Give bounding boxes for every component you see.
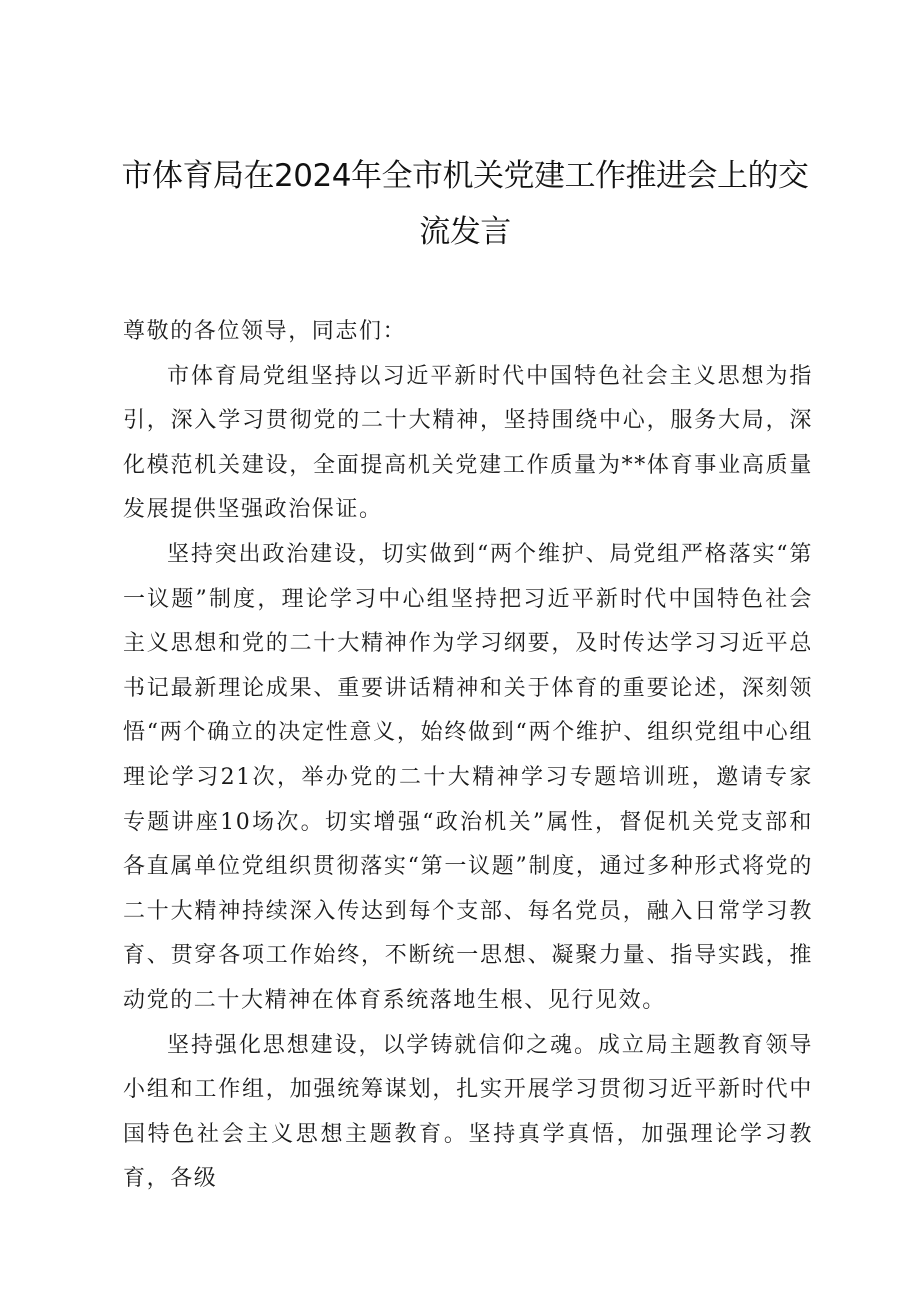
paragraph-ideological-building: 坚持强化思想建设，以学铸就信仰之魂。成立局主题教育领导小组和工作组，加强统筹谋划，扎实开展学习贯彻习近平新时代中国特色社会主义思想主题教育。坚持真学真悟，加强理论学习教育，各级 bbox=[123, 1032, 813, 1192]
document-title: 市体育局在2024年全市机关党建工作推进会上的交流发言 bbox=[121, 158, 809, 250]
paragraph-political-building: 坚持突出政治建设，切实做到“两个维护、局党组严格落实“第一议题”制度，理论学习中心组坚持把习近平新时代中国特色社会主义思想和党的二十大精神作为学习纲要，及时传达学习习近平总书记最新理论成果、重要讲话精神和关于体育的重要论述，深刻领悟“两个确立的决定性意义，始终做到“两个维护、组织党组中心组理论学习21次，举办党的二十大精神学习专题培训班，邀请专家专题讲座10场次。切实增强“政治机关”属性，督促机关党支部和各直属单位党组织贯彻落实“第一议题”制度，通过多种形式将党的二十大精神持续深入传达到每个支部、每名党员，融入日常学习教育、贯穿各项工作始终，不断统一思想、凝聚力量、指导实践，推动党的二十大精神在体育系统落地生根、见行见效。 bbox=[123, 541, 813, 1013]
document-body bbox=[123, 310, 813, 1202]
salutation: 尊敬的各位领导，同志们： bbox=[123, 319, 407, 344]
paragraph-intro: 市体育局党组坚持以习近平新时代中国特色社会主义思想为指引，深入学习贯彻党的二十大精神，坚持围绕中心，服务大局，深化模范机关建设，全面提高机关党建工作质量为**体育事业高质量发展提供坚强政治保证。 bbox=[123, 363, 813, 523]
